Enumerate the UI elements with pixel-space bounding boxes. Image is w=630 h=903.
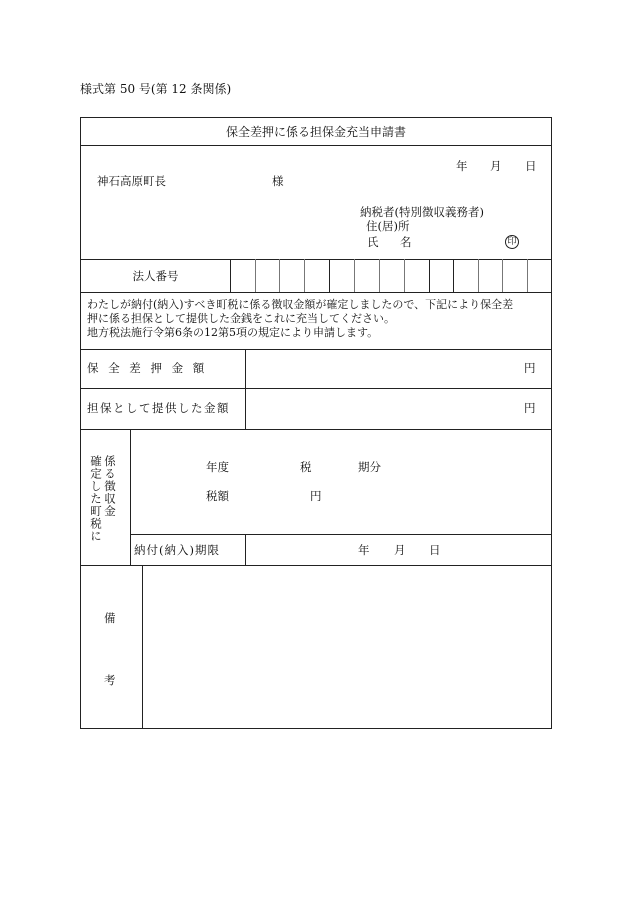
due-date-label: 納付(納入)期限	[134, 543, 220, 557]
application-form-frame	[80, 117, 552, 729]
seizure-amount-label: 保 全 差 押 金 額	[87, 361, 208, 375]
digit-divider	[478, 259, 479, 292]
collateral-amount-label: 担保として提供した金額	[87, 401, 230, 415]
confirmed-tax-label-col2: 確定した町税に	[89, 455, 103, 543]
corporate-number-label: 法人番号	[132, 269, 179, 283]
digit-divider	[304, 259, 305, 292]
seal-mark: 印	[505, 235, 519, 249]
date-month-label: 月	[490, 159, 502, 173]
amount-label-divider	[245, 349, 246, 429]
rule-under-title	[81, 145, 551, 146]
period-label: 期分	[358, 460, 381, 474]
statement-line-1: わたしが納付(納入)すべき町税に係る徴収金額が確定しましたので、下記により保全差	[87, 298, 514, 311]
taxpayer-role-label: 納税者(特別徴収義務者)	[360, 205, 484, 219]
rule-under-seizure	[81, 388, 551, 389]
rule-under-corp-number	[81, 292, 551, 293]
name-label-first: 氏	[367, 235, 379, 249]
due-label-divider	[245, 534, 246, 565]
tax-type-label: 税	[300, 460, 312, 474]
address-label: 住(居)所	[366, 219, 410, 233]
honorific: 様	[272, 174, 284, 188]
rule-under-collateral	[81, 429, 551, 430]
form-title: 保全差押に係る担保金充当申請書	[225, 125, 406, 139]
date-day-label: 日	[525, 159, 537, 173]
digit-divider	[527, 259, 528, 292]
due-month-label: 月	[394, 543, 406, 557]
form-number: 様式第 50 号(第 12 条関係)	[80, 82, 232, 96]
due-year-label: 年	[358, 543, 370, 557]
seizure-amount-yen: 円	[524, 361, 536, 375]
remarks-label-char-1: 備	[104, 611, 116, 625]
collateral-amount-yen: 円	[524, 401, 536, 415]
digit-group-divider	[429, 259, 430, 292]
tax-amount-label: 税額	[206, 489, 229, 503]
fiscal-year-label: 年度	[206, 460, 229, 474]
date-year-label: 年	[456, 159, 468, 173]
digit-group-divider	[453, 259, 454, 292]
rule-above-remarks	[81, 565, 551, 566]
digit-divider	[354, 259, 355, 292]
digit-divider	[502, 259, 503, 292]
rule-under-statement	[81, 349, 551, 350]
digit-divider	[279, 259, 280, 292]
addressee: 神石高原町長	[97, 174, 166, 188]
remarks-label-char-2: 考	[104, 673, 116, 687]
digit-group-divider	[329, 259, 330, 292]
due-day-label: 日	[429, 543, 441, 557]
corp-number-divider	[230, 259, 231, 292]
statement-line-2: 押に係る担保として提供した金銭をこれに充当してください。	[87, 312, 395, 325]
rule-above-due	[130, 534, 551, 535]
digit-divider	[255, 259, 256, 292]
tax-amount-yen: 円	[310, 489, 322, 503]
confirmed-tax-label-col1: 係る徴収金	[103, 455, 117, 518]
remarks-label-divider	[142, 565, 143, 728]
digit-divider	[379, 259, 380, 292]
digit-divider	[404, 259, 405, 292]
statement-line-3: 地方税法施行令第6条の12第5項の規定により申請します。	[87, 326, 379, 339]
confirmed-tax-label-divider	[130, 429, 131, 565]
rule-under-applicant	[81, 259, 551, 260]
name-label-second: 名	[400, 235, 412, 249]
